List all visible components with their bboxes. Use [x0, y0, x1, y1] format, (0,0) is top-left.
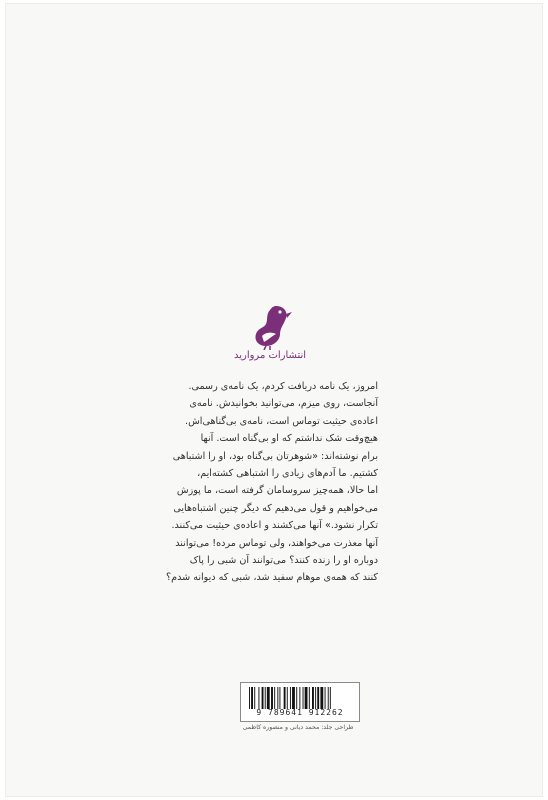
blurb-line: برام نوشته‌اند: «شوهرتان بی‌گناه بود، او را اشتباهی: [172, 450, 378, 462]
blurb-line: اعاده‌ی حیثیت توماس است، نامه‌ی بی‌گناهی‌اش.: [185, 415, 378, 427]
blurb-line: می‌خواهیم و قول می‌دهیم که دیگر چنین اشتباه‌هایی: [173, 502, 378, 514]
blurb-line: امروز، یک نامه دریافت کردم، یک نامه‌ی رسمی.: [188, 381, 378, 392]
back-cover-blurb: [168, 378, 378, 587]
blurb-line: کشتیم. ما آدم‌های زیادی را اشتباهی کشته‌ایم،: [197, 468, 378, 480]
isbn-barcode: [240, 682, 360, 722]
blurb-line: دوباره او را زنده کنند؟ می‌توانند آن شبی را پاک: [189, 555, 378, 567]
bird-logo-icon: [246, 300, 292, 350]
blurb-line: آنجاست، روی میزم، می‌توانید بخوانیدش. نامه‌ی: [189, 398, 378, 410]
blurb-line: اما حالا، همه‌چیز سروسامان گرفته است، ما پوزش: [176, 485, 378, 497]
blurb-line: آنها معذرت می‌خواهند، ولی توماس مرده! می‌توانند: [175, 537, 378, 549]
blurb-line: تکرار نشود.» آنها می‌کشند و اعاده‌ی حیثیت می‌کنند.: [171, 520, 378, 532]
blurb-line: هیچ‌وقت شک نداشتم که او بی‌گناه است. آنها: [200, 433, 378, 445]
barcode-digits: 9 789641 912262: [256, 708, 344, 717]
barcode-bars: [249, 687, 349, 709]
publisher-name: انتشارات مروارید: [233, 350, 307, 361]
blurb-line: کنند که همه‌ی موهام سفید شد، شبی که دیوانه شدم؟: [166, 572, 378, 584]
cover-design-credit: طراحی جلد: محمد دیانی و منصوره کاظمی: [242, 724, 354, 731]
